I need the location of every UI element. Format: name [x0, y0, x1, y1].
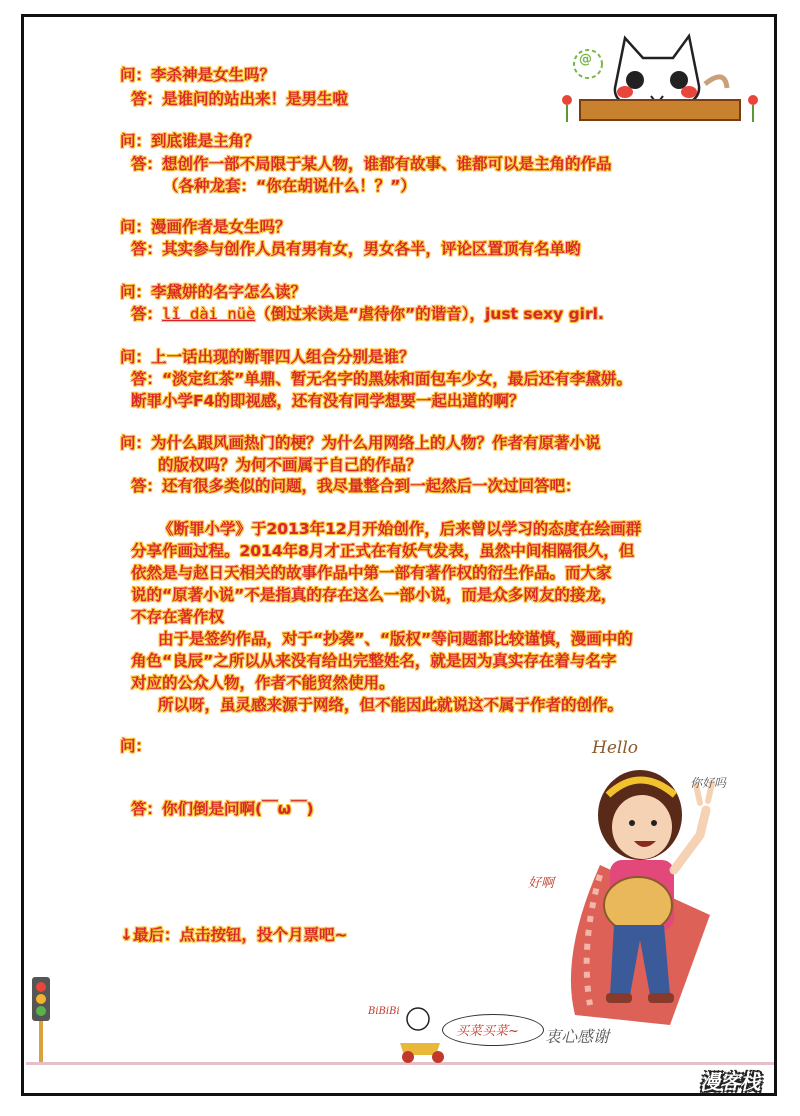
answer-2-line-2: （各种龙套：“你在胡说什么！？”）	[163, 177, 416, 195]
final-call-to-vote: ↓最后：点击按钮，投个月票吧~	[120, 926, 348, 944]
question-5: 问：上一话出现的断罪四人组合分别是谁？	[120, 348, 415, 366]
question-3: 问：漫画作者是女生吗？	[120, 218, 291, 236]
bibi-text: BiBiBi	[368, 1006, 400, 1017]
paragraph-1-line-5: 不存在著作权	[131, 608, 225, 626]
answer-6: 答：还有很多类似的问题，我尽量整合到一起然后一次过回答吧：	[131, 477, 581, 495]
paragraph-1-line-1: 《断罪小学》于2013年12月开始创作，后来曾以学习的态度在绘画群	[158, 520, 642, 538]
paragraph-1-line-4: 说的“原著小说”不是指真的存在这么一部小说，而是众多网友的接龙，	[131, 586, 617, 604]
cat-mascot-icon	[555, 28, 765, 128]
question-1: 问：李杀神是女生吗？	[120, 66, 276, 84]
girl-character-icon	[560, 755, 750, 1035]
paragraph-1-line-2: 分享作画过程。2014年8月才正式在有妖气发表，虽然中间相隔很久，但	[131, 542, 635, 560]
traffic-light-icon	[30, 975, 52, 1063]
answer-5-line-1: 答：“淡定红茶”单鼎、暂无名字的黑妹和面包车少女，最后还有李黛姘。	[131, 370, 632, 388]
pinyin-reading: lǐ dài nüè	[162, 305, 256, 323]
paragraph-2-line-3: 对应的公众人物，作者不能贸然使用。	[131, 674, 395, 692]
hello-handwriting: Hello	[592, 738, 638, 758]
answer-5-line-2: 断罪小学F4的即视感，还有没有同学想要一起出道的啊？	[131, 392, 525, 410]
answer-4	[131, 303, 604, 325]
question-6-line-1: 问：为什么跟风画热门的梗？为什么用网络上的人物？作者有原著小说	[120, 434, 601, 452]
badge-text: @	[579, 52, 592, 67]
answer-4-prefix: 答：	[131, 305, 163, 323]
question-4: 问：李黛姘的名字怎么读？	[120, 283, 307, 301]
question-7: 问：	[120, 737, 152, 755]
paragraph-1-line-3: 依然是与赵日天相关的故事作品中第一部有著作权的衍生作品。而大家	[131, 564, 612, 582]
answer-2-line-1: 答：想创作一部不局限于某人物，谁都有故事、谁都可以是主角的作品	[131, 155, 612, 173]
bubble-text: 买菜买菜~	[456, 1024, 519, 1039]
thanks-handwriting: 衷心感谢	[545, 1027, 610, 1046]
haoa-handwriting: 好啊	[528, 876, 555, 891]
site-watermark: 漫客栈	[700, 1070, 760, 1094]
answer-7: 答：你们倒是问啊(￣ω￣)	[131, 800, 314, 818]
answer-1: 答：是谁问的站出来！是男生啦	[131, 90, 349, 108]
answer-3: 答：其实参与创作人员有男有女，男女各半，评论区置顶有名单哟	[131, 240, 581, 258]
question-2: 问：到底谁是主角？	[120, 132, 260, 150]
paragraph-2-line-2: 角色“良辰”之所以从来没有给出完整姓名，就是因为真实存在着与名字	[131, 652, 617, 670]
question-6-line-2: 的版权吗？为何不画属于自己的作品？	[158, 456, 422, 474]
answer-4-suffix: （倒过来读是“虐待你”的谐音），just sexy girl.	[255, 305, 604, 323]
paragraph-2-line-1: 由于是签约作品，对于“抄袭”、“版权”等问题都比较谨慎，漫画中的	[158, 630, 633, 648]
nihao-handwriting: 你好吗	[690, 776, 727, 790]
paragraph-3: 所以呀，虽灵感来源于网络，但不能因此就说这不属于作者的创作。	[158, 696, 624, 714]
